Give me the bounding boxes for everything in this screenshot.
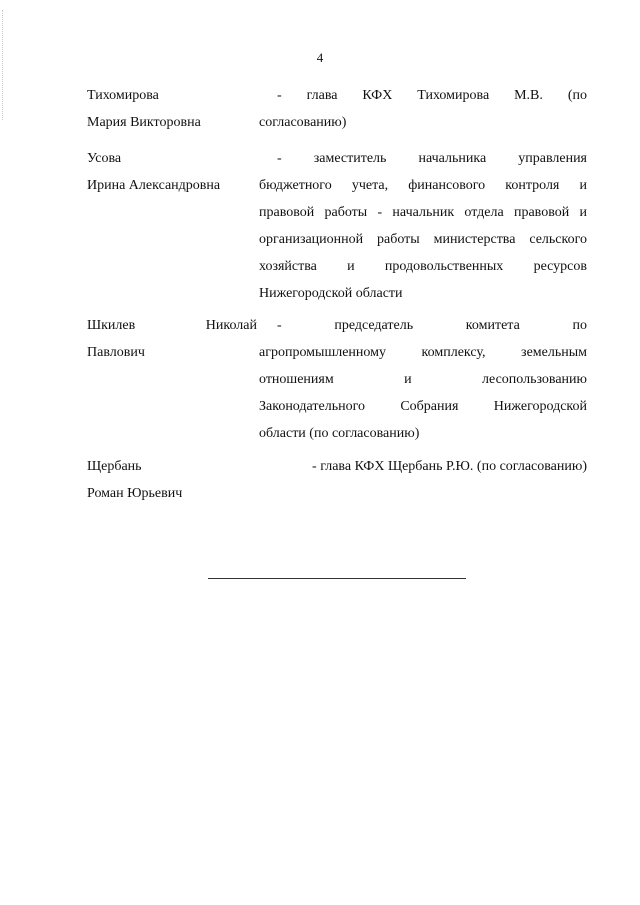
position-line: правовой работы - начальник отдела правовой и <box>259 205 587 220</box>
member-name <box>87 145 257 199</box>
position-line: бюджетного учета, финансового контроля и <box>259 178 587 193</box>
position-line: - председатель комитета по <box>277 318 587 333</box>
member-position <box>259 82 587 136</box>
position-line: хозяйства и продовольственных ресурсов <box>259 259 587 274</box>
end-of-list-rule <box>208 578 466 579</box>
position-line: - глава КФХ Тихомирова М.В. (по <box>277 88 587 103</box>
member-given-names: Роман Юрьевич <box>87 486 183 501</box>
member-name-line: Павлович <box>87 345 145 360</box>
member-surname: Усова <box>87 151 122 166</box>
member-position <box>259 453 587 480</box>
member-position <box>259 145 587 307</box>
member-surname: Щербань <box>87 459 142 474</box>
member-given-names: Мария Викторовна <box>87 115 201 130</box>
position-line: Законодательного Собрания Нижегородской <box>259 399 587 414</box>
member-position <box>259 312 587 447</box>
position-line: отношениям и лесопользованию <box>259 372 587 387</box>
position-line: области (по согласованию) <box>259 426 420 441</box>
position-line: агропромышленному комплексу, земельным <box>259 345 587 360</box>
member-name <box>87 82 257 136</box>
position-line: согласованию) <box>259 115 347 130</box>
member-surname: Тихомирова <box>87 88 159 103</box>
member-name <box>87 312 257 366</box>
member-name <box>87 453 257 507</box>
member-given-names: Ирина Александровна <box>87 178 221 193</box>
position-line: - заместитель начальника управления <box>277 151 587 166</box>
position-line: организационной работы министерства сельского <box>259 232 587 247</box>
position-line: - глава КФХ Щербань Р.Ю. (по согласованию) <box>312 459 587 474</box>
position-line: Нижегородской области <box>259 286 403 301</box>
page-number: 4 <box>316 50 324 65</box>
member-name-line: Шкилев Николай <box>87 318 257 333</box>
